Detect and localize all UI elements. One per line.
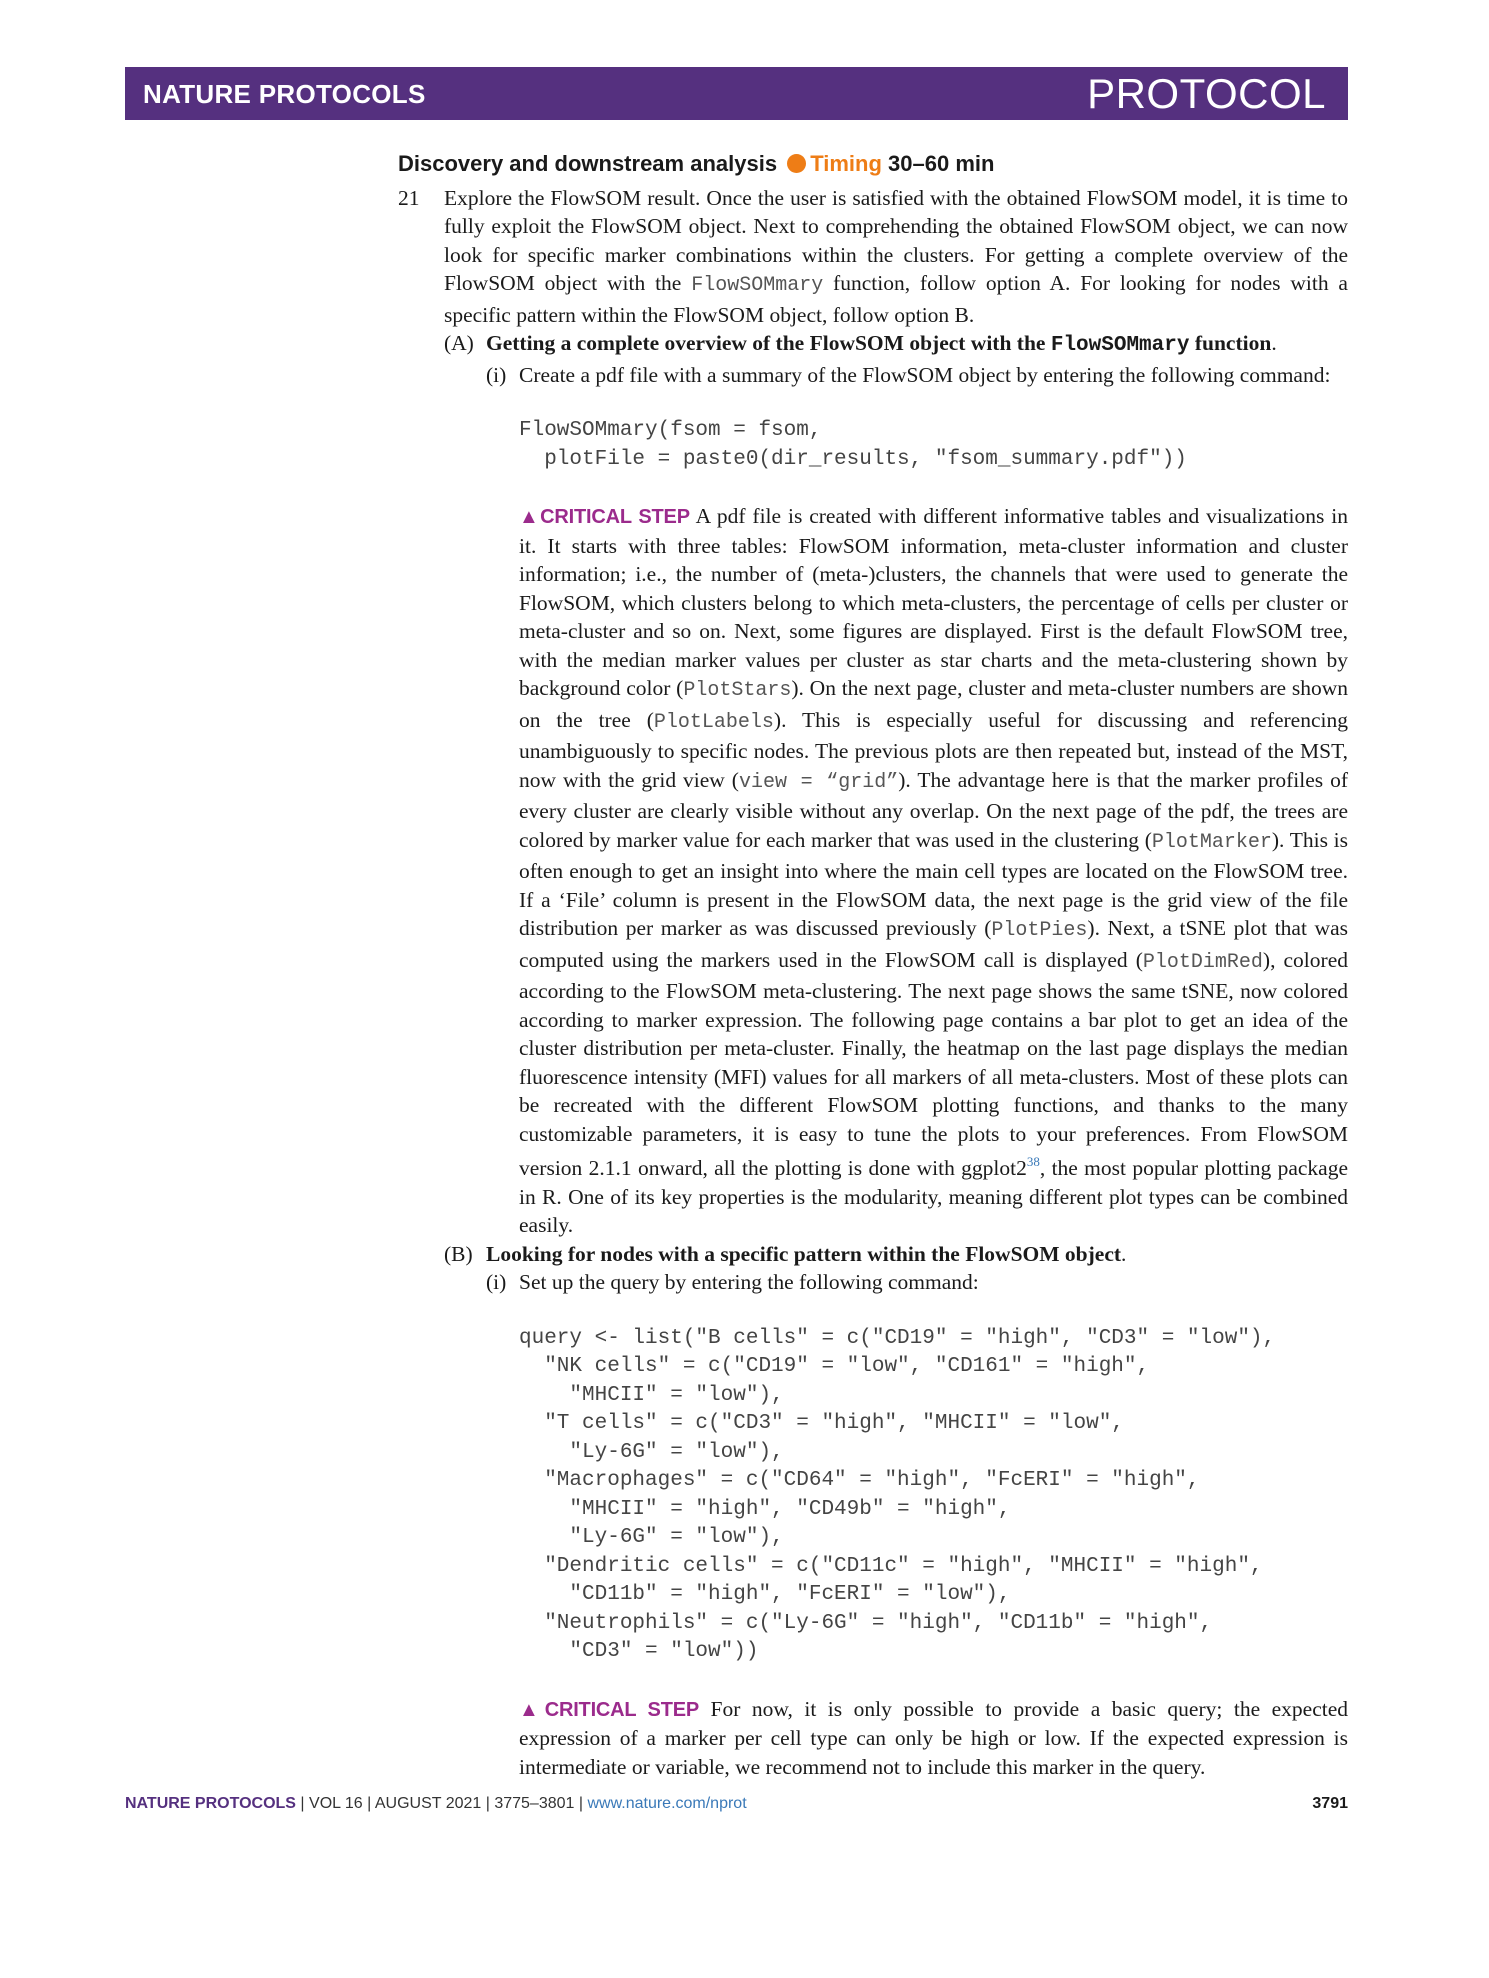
main-content bbox=[398, 150, 1348, 1781]
option-b-label: (B) bbox=[444, 1241, 473, 1266]
critical-step-b bbox=[398, 1695, 1348, 1782]
footer-date: AUGUST 2021 bbox=[374, 1795, 482, 1812]
timing-dot-icon bbox=[787, 154, 806, 173]
page-footer: NATURE PROTOCOLS | VOL 16 | AUGUST 2021 | 3775–3801 | www.nature.com/nprot 3791 bbox=[125, 1795, 1348, 1812]
step-number: 21 bbox=[398, 185, 420, 210]
option-a-substep bbox=[398, 361, 1348, 390]
option-a-title: Getting a complete overview of the FlowSOM object with the FlowSOMmary function. bbox=[486, 331, 1277, 357]
option-a-sub-label: (i) bbox=[486, 362, 507, 387]
step-text: Explore the FlowSOM result. Once the user is satisfied with the obtained FlowSOM model, it is time to fully exploit the FlowSOM object. Next to comprehending the obtained FlowSOM object, we can now look for specific marker combinations within the clusters. For getting a complete overview of the FlowSOM object with the FlowSOMmary function, follow option A. For looking for nodes with a specific pattern within the FlowSOM object, follow option B. bbox=[444, 185, 1348, 327]
critical-step-a bbox=[398, 502, 1348, 1240]
journal-name: NATURE PROTOCOLS bbox=[143, 79, 426, 109]
critical-step-a-text: ▲CRITICAL STEP A pdf file is created with different informative tables and visualizations in it. It starts with three tables: FlowSOM information, meta-cluster information and cluster information; i.e., the number of (meta-)clusters, the channels that were used to generate the FlowSOM, which clusters belong to which meta-clusters, the percentage of cells per cluster or meta-cluster and so on. Next, some figures are displayed. First is the default FlowSOM tree, with the median marker values per cluster as star charts and the meta-clustering shown by background color (PlotStars). On the next page, cluster and meta-cluster numbers are shown on the tree (PlotLabels). This is especially useful for discussing and referencing unambiguously to specific nodes. The previous plots are then repeated but, instead of the MST, now with the grid view (view = “grid”). The advantage here is that the marker profiles of every cluster are clearly visible without any overlap. On the next page of the pdf, the trees are colored by marker value for each marker that was used in the clustering (PlotMarker). This is often enough to get an insight into where the main cell types are located on the FlowSOM tree. If a ‘File’ column is present in the FlowSOM data, the next page is the grid view of the file distribution per marker as was discussed previously (PlotPies). Next, a tSNE plot that was computed using the markers used in the FlowSOM call is displayed (PlotDimRed), colored according to the FlowSOM meta-clustering. The next page shows the same tSNE, now colored according to marker expression. The following page contains a bar plot to get an idea of the cluster distribution per meta-cluster. Finally, the heatmap on the last page displays the median fluorescence intensity (MFI) values for all markers of all meta-clusters. Most of these plots can be recreated with the different FlowSOM plotting functions, and thanks to the many customizable parameters, it is easy to tune the plots to your preferences. From FlowSOM version 2.1.1 onward, all the plotting is done with ggplot2$^{38}$, the most popular plotting package in R. One of its key properties is the modularity, meaning different plot types can be combined easily. bbox=[519, 504, 1349, 1237]
footer-pages: 3775–3801 bbox=[494, 1795, 575, 1812]
article-type-label: PROTOCOL bbox=[1087, 70, 1326, 117]
citation-link[interactable]: 38 bbox=[1026, 1154, 1040, 1169]
timing-value: 30–60 min bbox=[888, 151, 995, 176]
footer-url-link[interactable]: www.nature.com/nprot bbox=[587, 1795, 747, 1812]
section-heading bbox=[398, 150, 1348, 179]
option-b-sub-text: Set up the query by entering the following command: bbox=[519, 1270, 979, 1294]
footer-volume: VOL 16 bbox=[309, 1795, 363, 1812]
page-number: 3791 bbox=[1312, 1795, 1348, 1812]
option-b-sub-label: (i) bbox=[486, 1270, 507, 1294]
option-b-heading bbox=[398, 1240, 1348, 1269]
journal-header-bar bbox=[125, 67, 1348, 120]
code-block-query: query <- list("B cells" = c("CD19" = "high", "CD3" = "low"), "NK cells" = c("CD19" = "low", "CD161" = "high", "MHCII" = "low"), "T cells" = c("CD3" = "high", "MHCII" = "low", "Ly-6G" = "low"), "Macrophages" = c("CD64" = "high", "FcERI" = "high", "MHCII" = "high", "CD49b" = "high", "Ly-6G" = "low"), "Dendritic cells" = c("CD11c" = "high", "MHCII" = "high", "CD11b" = "high", "FcERI" = "low"), "Neutrophils" = c("Ly-6G" = "high", "CD11b" = "high", "CD3" = "low")) bbox=[519, 1326, 1276, 1663]
critical-step-b-text: ▲CRITICAL STEP For now, it is only possible to provide a basic query; the expected expression of a marker per cell type can only be high or low. If the expected expression is intermediate or variable, we recommend not to include this marker in the query. bbox=[519, 1696, 1349, 1779]
option-b-substep bbox=[398, 1268, 1348, 1297]
section-title: Discovery and downstream analysis bbox=[398, 151, 778, 176]
critical-step-label: ▲CRITICAL STEP bbox=[519, 1698, 699, 1721]
option-a-heading bbox=[398, 329, 1348, 361]
timing-label: Timing bbox=[810, 151, 882, 176]
critical-step-label: ▲CRITICAL STEP bbox=[519, 506, 690, 528]
option-a-label: (A) bbox=[444, 331, 474, 355]
code-block-flowsommary: FlowSOMmary(fsom = fsom, plotFile = paste0(dir_results, "fsom_summary.pdf")) bbox=[519, 419, 1187, 471]
option-b-title: Looking for nodes with a specific pattern within the FlowSOM object. bbox=[486, 1241, 1127, 1266]
option-a-sub-text: Create a pdf file with a summary of the FlowSOM object by entering the following command: bbox=[519, 362, 1331, 387]
footer-journal: NATURE PROTOCOLS bbox=[125, 1795, 296, 1812]
step-21 bbox=[398, 184, 1348, 330]
